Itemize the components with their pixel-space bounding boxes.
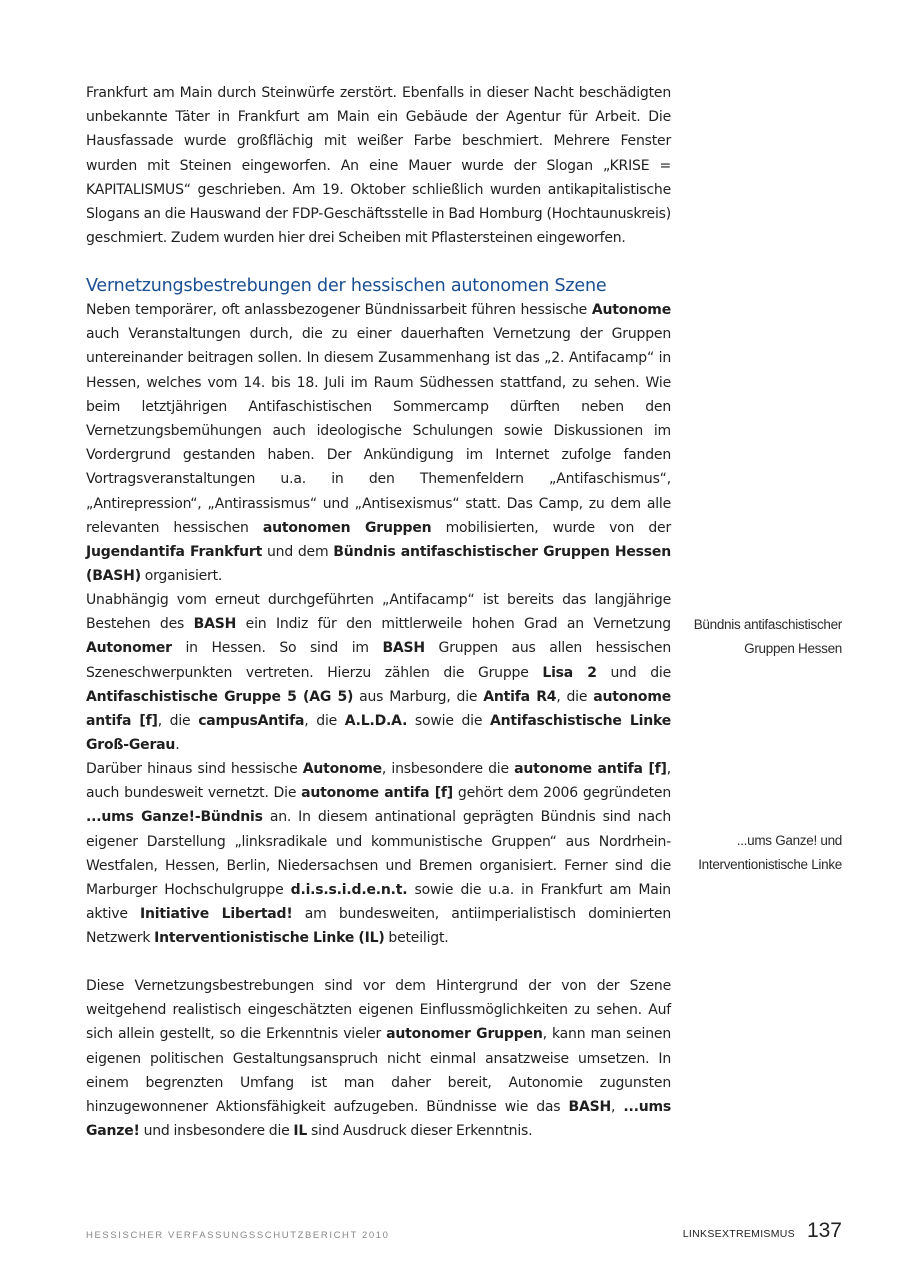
margin-note-line: ...ums Ganze! und [736, 833, 842, 848]
bold-term: Interventionistische Linke (IL) [154, 930, 385, 947]
footer-section-label: LINKSEXTREMISMUS [682, 1228, 795, 1240]
paragraph-text: Unabhängig vom erneut durchgeführten „Antifacamp“ ist bereits das langjährige Bestehen des BASH ein Indiz für den mittlerweile hohen Grad an Vernetzung Autonomer in Hessen. So sind im BASH Gruppen aus allen hessischen Szeneschwerpunkten vertreten. Hierzu zählen die Gruppe Lisa 2 und die Antifaschistische Gruppe 5 (AG 5) aus Marburg, die Antifa R4, die autonome antifa [f], die campusAntifa, die A.L.D.A. sowie die Antifaschistische Linke Groß-Gerau. [86, 592, 672, 754]
paragraph-text: Neben temporärer, oft anlassbezogener Bündnissarbeit führen hessische Autonome auch Veranstaltungen durch, die zu einer dauerhaften Vernetzung der Gruppen untereinander beitragen sollen. In diesem Zusammenhang ist das „2. Antifacamp“ in Hessen, welches vom 14. bis 18. Juli im Raum Südhessen stattfand, zu sehen. Wie beim letztjährigen Antifaschistischen Sommercamp dürften neben den Vernetzungsbemühungen auch ideologische Schulungen sowie Diskussionen im Vordergrund gestanden haben. Der Ankündigung im Internet zufolge fanden Vortragsveranstaltungen u.a. in den Themenfeldern „Antifaschismus“, „Antirepression“, „Antirassismus“ und „Antisexismus“ statt. Das Camp, zu dem alle relevanten hessischen autonomen Gruppen mobilisierten, wurde von der Jugendantifa Frankfurt und dem Bündnis antifaschistischer Gruppen Hessen (BASH) organisiert. [86, 302, 671, 585]
margin-note-line: Gruppen Hessen [744, 641, 842, 656]
bold-term: Antifa R4 [483, 688, 557, 705]
paragraph-text: Darüber hinaus sind hessische Autonome, insbesondere die autonome antifa [f], auch bundesweit vernetzt. Die autonome antifa [f] gehört dem 2006 gegründeten ...ums Ganze!-Bündnis an. In diesem antinational geprägten Bündnis sind nach eigener Darstellung „linksradikale und kommunistische Gruppen“ aus Nordrhein-Westfalen, Hessen, Berlin, Niedersachsen und Bremen organisiert. Ferner sind die Marburger Hochschulgruppe d.i.s.s.i.d.e.n.t. sowie die u.a. in Frankfurt am Main aktive Initiative Libertad! am bundesweiten, antiimperialistisch dominierten Netzwerk Interventionistische Linke (IL) beteiligt. [86, 761, 672, 947]
bold-term: autonome antifa [f] [301, 785, 454, 802]
bold-term: Initiative Libertad! [140, 906, 293, 923]
bold-term: Antifaschistische Gruppe 5 (AG 5) [86, 688, 354, 705]
bold-term: autonomer Gruppen [386, 1026, 543, 1043]
paragraph-bash [86, 588, 671, 757]
margin-note-line: Interventionistische Linke [698, 857, 842, 872]
bold-term: Antifaschistische Linke Groß-Gerau [86, 713, 671, 754]
footer-publication: HESSISCHER VERFASSUNGSSCHUTZBERICHT 2010 [86, 1230, 390, 1241]
paragraph-bundesweit [86, 757, 671, 951]
bold-term: BASH [193, 616, 237, 633]
bold-term: ...ums Ganze! [86, 1099, 671, 1140]
bold-term: campusAntifa [198, 713, 305, 730]
bold-term: d.i.s.s.i.d.e.n.t. [290, 882, 408, 899]
bold-term: Bündnis antifaschistischer Gruppen Hessen (BASH) [86, 544, 671, 585]
paragraph-conclusion [86, 974, 671, 1143]
paragraph-text: Frankfurt am Main durch Steinwürfe zerstört. Ebenfalls in dieser Nacht beschädigten unbekannte Täter in Frankfurt am Main ein Gebäude der Agentur für Arbeit. Die Hausfassade wurde großflächig mit weißer Farbe beschmiert. Mehrere Fenster wurden mit Steinen eingeworfen. An eine Mauer wurde der Slogan „KRISE = KAPITALISMUS“ geschrieben. Am 19. Oktober schließlich wurden antikapitalistische Slogans an die Hauswand der FDP-Geschäftsstelle in Bad Homburg (Hochtaunuskreis) geschmiert. Zudem wurden hier drei Scheiben mit Pflastersteinen eingeworfen. [86, 85, 671, 247]
paragraph-text: Diese Vernetzungsbestrebungen sind vor dem Hintergrund der von der Szene weitgehend realistisch eingeschätzten eigenen Einflussmöglichkeiten zu sehen. Auf sich allein gestellt, so die Erkenntnis vieler autonomer Gruppen, kann man seinen eigenen politischen Gestaltungsanspruch nicht einmal ansatzweise umsetzen. In einem begrenzten Umfang ist man daher bereit, Autonomie zugunsten hinzugewonnener Aktionsfähigkeit aufzugeben. Bündnisse wie das BASH, ...ums Ganze! und insbesondere die IL sind Ausdruck dieser Erkenntnis. [86, 978, 671, 1140]
paragraph-vernetzung [86, 298, 671, 588]
bold-term: Jugendantifa Frankfurt [86, 544, 263, 561]
footer-right [683, 1219, 842, 1243]
bold-term: Lisa 2 [542, 664, 597, 681]
bold-term: Autonome [591, 302, 671, 318]
margin-note-ums-ganze [672, 829, 842, 877]
bold-term: BASH [382, 640, 425, 657]
bold-term: autonome antifa [f] [514, 761, 667, 777]
bold-term: Autonomer [86, 640, 172, 657]
bold-term: autonomen Gruppen [262, 519, 432, 536]
margin-note-line: Bündnis antifaschistischer [693, 617, 842, 632]
bold-term: A.L.D.A. [344, 713, 408, 730]
bold-term: IL [293, 1123, 308, 1140]
bold-term: autonome antifa [f] [86, 688, 671, 730]
section-heading: Vernetzungsbestrebungen der hessischen autonomen Szene [86, 276, 607, 296]
page-number: 137 [806, 1219, 842, 1242]
bold-term: BASH [568, 1099, 611, 1116]
margin-note-bash [672, 613, 842, 661]
paragraph-intro [86, 81, 671, 250]
bold-term: ...ums Ganze!-Bündnis [86, 809, 263, 826]
bold-term: Autonome [302, 761, 382, 777]
